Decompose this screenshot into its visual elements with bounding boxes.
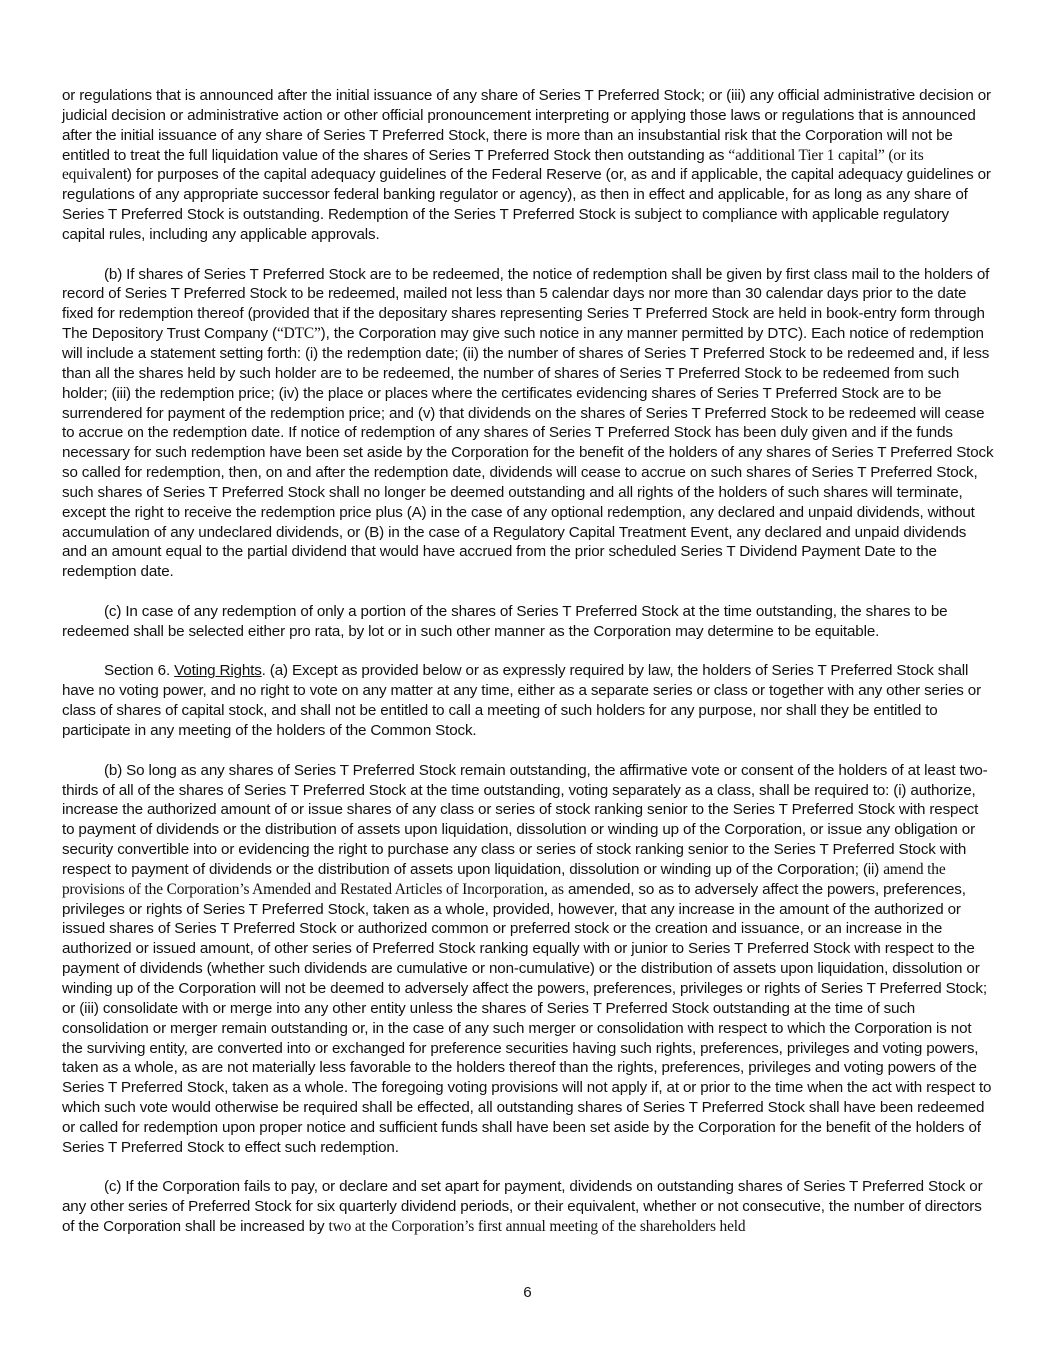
paragraph-section-6-voting-rights	[62, 661, 994, 740]
text-run-serif: “additional Tier 1 capital” (or its equival	[62, 146, 924, 184]
text-run: or regulations that is announced after the initial issuance of any share of Series T Preferred Stock; or (iii) any official administrative decision or judicial decision or administrative action or other official pronouncement interpreting or applying those laws or regulations that is announced after the initial issuance of any share of Series T Preferred Stock, there is more than an insubstantial risk that the Corporation will not be entitled to treat the full liquidation value of the shares of Series T Preferred Stock then outstanding as	[62, 87, 991, 164]
paragraph-director-election	[62, 1177, 994, 1237]
text-run: (c) If the Corporation fails to pay, or declare and set apart for payment, dividends on outstanding shares of Series T Preferred Stock or any other series of Preferred Stock for six quarterly dividend periods, or their equivalent, whether or not consecutive, the number of directors of the Corporation shall be increased by	[62, 1178, 983, 1236]
document-page	[62, 86, 994, 1257]
text-run-serif: two at the Corporation’s first annual meeting of the shareholders held	[328, 1218, 746, 1236]
text-run: . (a) Except as provided below or as expressly required by law, the holders of Series T Preferred Stock shall have no voting power, and no right to vote on any matter at any time, either as a separate series or class or together with any other series or class of shares of capital stock, and shall not be entitled to call a meeting of such holders for any purpose, nor shall they be entitled to participate in any meeting of the holders of the Common Stock.	[62, 662, 981, 739]
paragraph-redemption-regulatory	[62, 86, 994, 245]
text-run: (b) If shares of Series T Preferred Stock are to be redeemed, the notice of redemption shall be given by first class mail to the holders of record of Series T Preferred Stock to be redeemed, mailed not less than 5 calendar days nor more than 30 calendar days prior to the date fixed for redemption thereof (provided that if the depositary shares representing Series T Preferred Stock are held in book-entry form through The Depository Trust Company (	[62, 265, 990, 343]
paragraph-affirmative-vote	[62, 761, 994, 1158]
text-run-serif: amend the provisions of the Corporation’s Amended and Restated Articles of Incorporation, as	[62, 860, 946, 898]
text-run: (b) So long as any shares of Series T Preferred Stock remain outstanding, the affirmative vote or consent of the holders of at least two-thirds of all of the shares of Series T Preferred Stock at the time outstanding, voting separately as a class, shall be required to: (i) authorize, increase the authorized amount of or issue shares of any class or series of stock ranking senior to the Series T Preferred Stock with respect to payment of dividends or the distribution of assets upon liquidation, dissolution or winding up of the Corporation, or issue any obligation or security convertible into or evidencing the right to purchase any class or series of stock ranking senior to the Series T Preferred Stock with respect to payment of dividends or the distribution of assets upon liquidation, dissolution or winding up of the Corporation; (ii)	[62, 761, 988, 878]
page-number: 6	[523, 1284, 532, 1301]
paragraph-notice-of-redemption	[62, 265, 994, 583]
paragraph-partial-redemption: (c) In case of any redemption of only a portion of the shares of Series T Preferred Stock at the time outstanding, the shares to be redeemed shall be selected either pro rata, by lot or in such other manner as the Corporation may determine to be equitable.	[62, 602, 948, 640]
text-run: ent) for purposes of the capital adequacy guidelines of the Federal Reserve (or, as and if applicable, the capital adequacy guidelines or regulations of any appropriate successor federal banking regulator or agency), as then in effect and applicable, for as long as any share of Series T Preferred Stock is outstanding. Redemption of the Series T Preferred Stock is subject to compliance with applicable regulatory capital rules, including any applicable approvals.	[62, 166, 991, 243]
text-run: amended, so as to adversely affect the powers, preferences, privileges or rights of Series T Preferred Stock, taken as a whole, provided, however, that any increase in the amount of the authorized or issued shares of Series T Preferred Stock or authorized common or preferred stock or the creation and issuance, or an increase in the authorized or issued amount, of other series of Preferred Stock ranking equally with or junior to Series T Preferred Stock with respect to the payment of dividends (whether such dividends are cumulative or non-cumulative) or the distribution of assets upon liquidation, dissolution or winding up of the Corporation will not be deemed to adversely affect the powers, preferences, privileges or rights of Series T Preferred Stock; or (iii) consolidate with or merge into any other entity unless the shares of Series T Preferred Stock outstanding at the time of such consolidation or merger remain outstanding or, in the case of any such merger or consolidation with respect to which the Corporation is not the surviving entity, are converted into or exchanged for preference securities having such rights, preferences, privileges and voting powers, taken as a whole, as are not materially less favorable to the holders thereof than the rights, preferences, privileges and voting powers of the Series T Preferred Stock, taken as a whole. The foregoing voting provisions will not apply if, at or prior to the time when the act with respect to which such vote would otherwise be required shall be effected, all outstanding shares of Series T Preferred Stock shall have been redeemed or called for redemption upon proper notice and sufficient funds shall have been set aside by the Corporation for the benefit of the holders of Series T Preferred Stock to effect such redemption.	[62, 880, 992, 1156]
section-heading: Voting Rights	[174, 662, 262, 680]
text-run-serif: “DTC”	[276, 325, 321, 343]
section-label: Section 6.	[104, 662, 175, 680]
text-run: ), the Corporation may give such notice in any manner permitted by DTC). Each notice of redemption will include a statement setting forth: (i) the redemption date; (ii) the number of shares of Series T Preferred Stock to be redeemed and, if less than all the shares held by such holder are to be redeemed, the number of shares of Series T Preferred Stock to be redeemed from such holder; (iii) the redemption price; (iv) the place or places where the certificates evidencing shares of Series T Preferred Stock are to be surrendered for payment of the redemption price; and (v) that dividends on the shares of Series T Preferred Stock to be redeemed will cease to accrue on the redemption date. If notice of redemption of any shares of Series T Preferred Stock has been duly given and if the funds necessary for such redemption have been set aside by the Corporation for the benefit of the holders of any shares of Series T Preferred Stock so called for redemption, then, on and after the redemption date, dividends will cease to accrue on such shares of Series T Preferred Stock, such shares of Series T Preferred Stock shall no longer be deemed outstanding and all rights of the holders of such shares will terminate, except the right to receive the redemption price plus (A) in the case of any optional redemption, any declared and unpaid dividends, without accumulation of any undeclared dividends, or (B) in the case of a Regulatory Capital Treatment Event, any declared and unpaid dividends and an amount equal to the partial dividend that would have accrued from the prior scheduled Series T Dividend Payment Date to the redemption date.	[62, 325, 994, 581]
